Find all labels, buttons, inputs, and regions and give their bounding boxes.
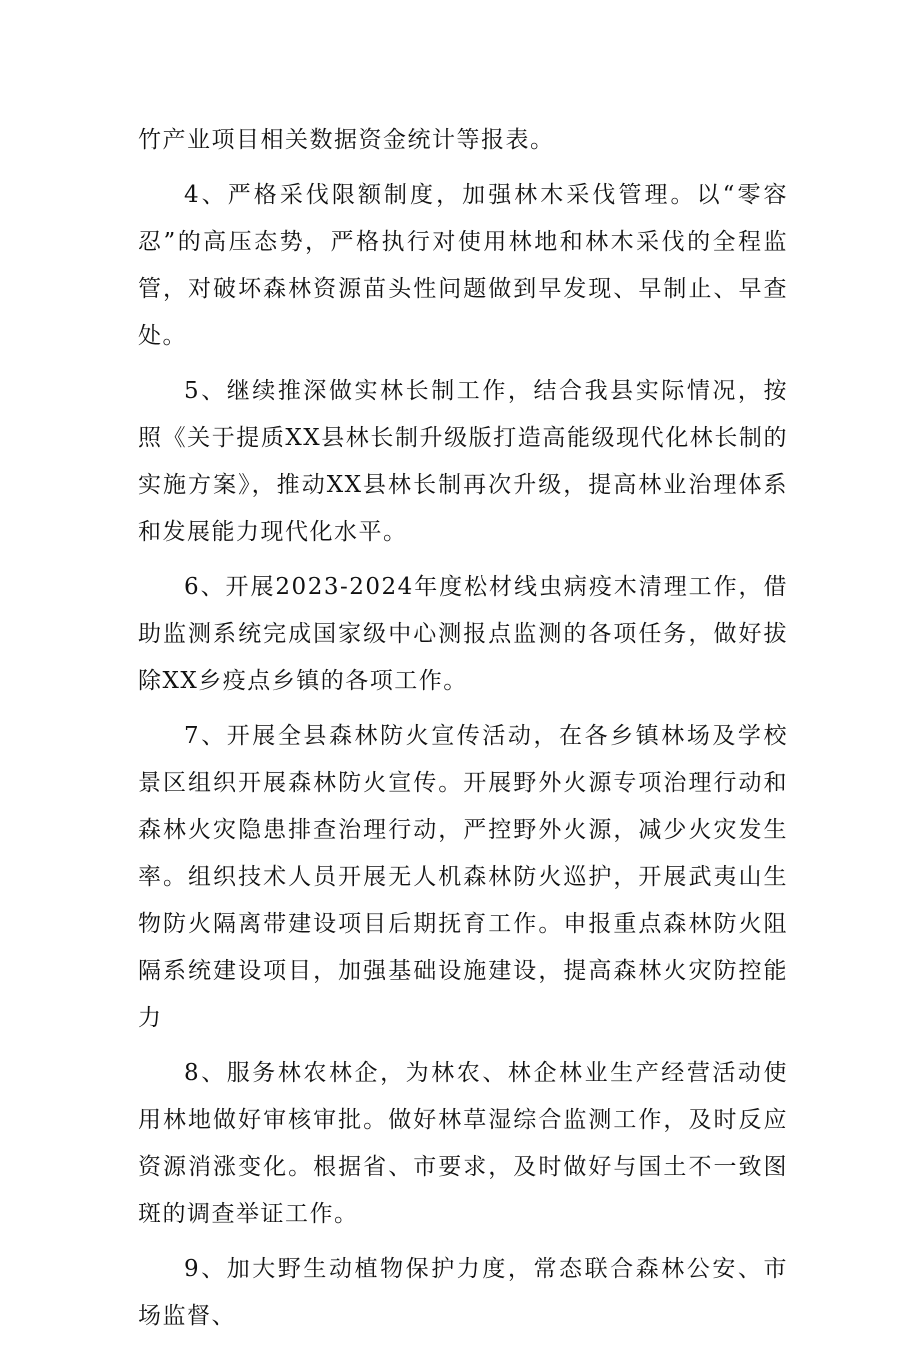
document-body (138, 117, 788, 1348)
paragraph-item-9: 9、加大野生动植物保护力度，常态联合森林公安、市场监督、 (138, 1256, 788, 1329)
paragraph-item-6: 6、开展2023-2024年度松材线虫病疫木清理工作，借助监测系统完成国家级中心测报点监测的各项任务，做好拔除XX乡疫点乡镇的各项工作。 (138, 574, 788, 694)
paragraph-item-4: 4、严格采伐限额制度，加强林木采伐管理。以“零容忍”的高压态势，严格执行对使用林地和林木采伐的全程监管，对破坏森林资源苗头性问题做到早发现、早制止、早查处。 (138, 182, 788, 349)
paragraph-continuation: 竹产业项目相关数据资金统计等报表。 (138, 127, 555, 153)
paragraph-item-5: 5、继续推深做实林长制工作，结合我县实际情况，按照《关于提质XX县林长制升级版打造高能级现代化林长制的实施方案》，推动XX县林长制再次升级，提高林业治理体系和发展能力现代化水平。 (138, 378, 788, 545)
paragraph-item-7: 7、开展全县森林防火宣传活动，在各乡镇林场及学校景区组织开展森林防火宣传。开展野外火源专项治理行动和森林火灾隐患排查治理行动，严控野外火源，减少火灾发生率。组织技术人员开展无人机森林防火巡护，开展武夷山生物防火隔离带建设项目后期抚育工作。申报重点森林防火阻隔系统建设项目，加强基础设施建设，提高森林火灾防控能力 (138, 723, 788, 1031)
paragraph-item-8: 8、服务林农林企，为林农、林企林业生产经营活动使用林地做好审核审批。做好林草湿综合监测工作，及时反应资源消涨变化。根据省、市要求，及时做好与国土不一致图斑的调查举证工作。 (138, 1060, 788, 1227)
